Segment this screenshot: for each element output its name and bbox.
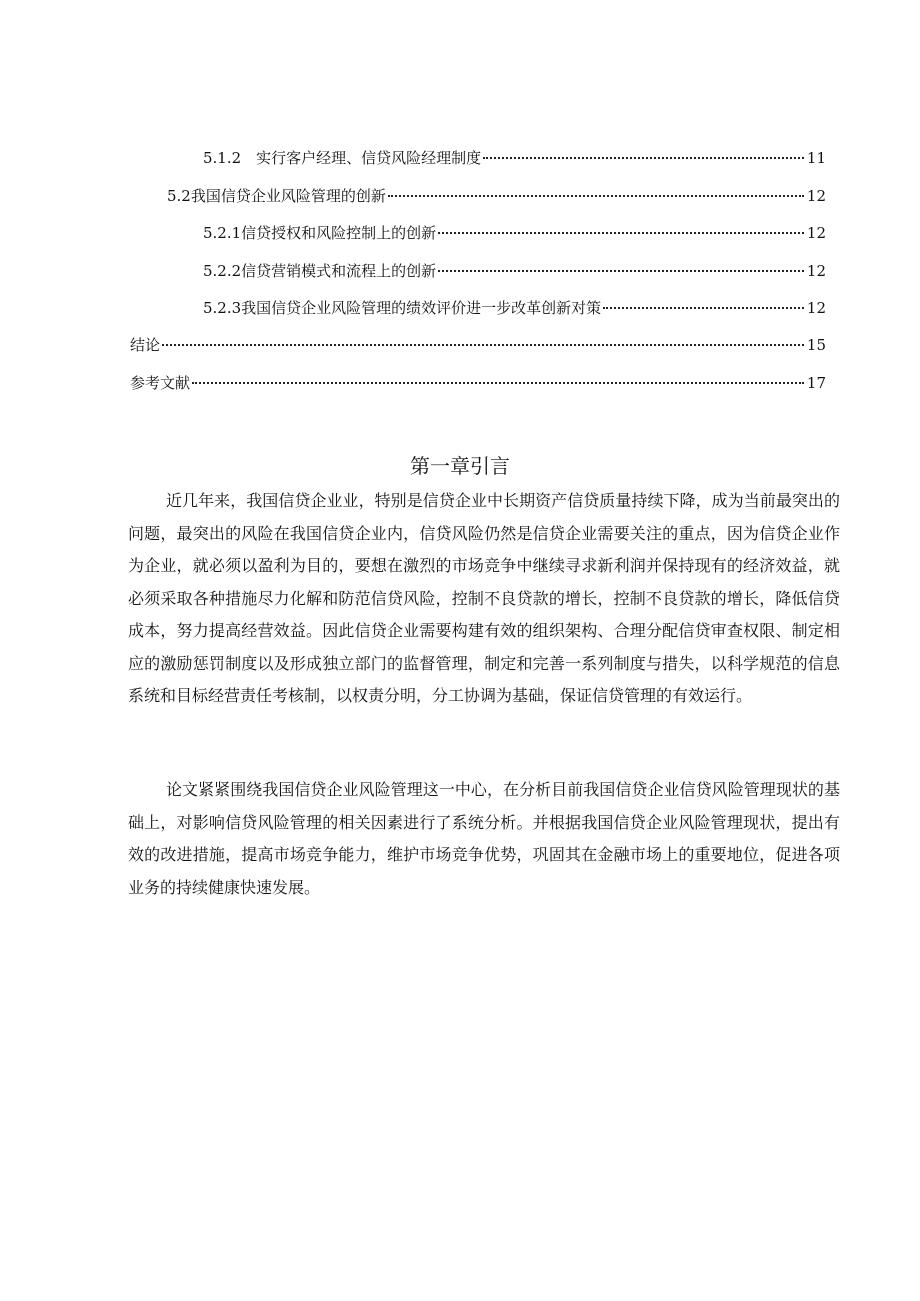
toc-entry[interactable] xyxy=(130,368,826,392)
toc-dot-leader xyxy=(192,368,804,388)
toc-entry-label: 5.2.2信贷营销模式和流程上的创新 xyxy=(203,262,437,280)
toc-entry-label: 5.1.2 实行客户经理、信贷风险经理制度 xyxy=(203,149,482,167)
toc-entry[interactable] xyxy=(203,293,826,317)
toc-page-number: 11 xyxy=(806,149,826,167)
toc-page-number: 12 xyxy=(806,187,826,205)
toc-page-number: 12 xyxy=(806,224,826,242)
toc-dot-leader xyxy=(603,293,804,313)
toc-entry[interactable] xyxy=(203,256,826,280)
body-paragraph: 论文紧紧围绕我国信贷企业风险管理这一中心，在分析目前我国信贷企业信贷风险管理现状的基础上，对影响信贷风险管理的相关因素进行了系统分析。并根据我国信贷企业风险管理现状，提出有效的改进措施，提高市场竞争能力，维护市场竞争优势，巩固其在金融市场上的重要地位，促进各项业务的持续健康快速发展。 xyxy=(128,780,840,897)
toc-dot-leader xyxy=(162,330,804,350)
chapter-title: 第一章引言 xyxy=(410,454,510,478)
toc-dot-leader xyxy=(438,218,804,238)
body-paragraph: 近几年来，我国信贷企业业，特别是信贷企业中长期资产信贷质量持续下降，成为当前最突出的问题，最突出的风险在我国信贷企业内，信贷风险仍然是信贷企业需要关注的重点，因为信贷企业作为企业，就必须以盈利为目的，要想在激烈的市场竞争中继续寻求新利润并保持现有的经济效益，就必须采取各种措施尽力化解和防范信贷风险，控制不良贷款的增长，控制不良贷款的增长，降低信贷成本，努力提高经营效益。因此信贷企业需要构建有效的组织架构、合理分配信贷审查权限、制定相应的激励惩罚制度以及形成独立部门的监督管理，制定和完善一系列制度与措失，以科学规范的信息系统和目标经营责任考核制，以权责分明，分工协调为基础，保证信贷管理的有效运行。 xyxy=(128,491,840,705)
toc-page-number: 12 xyxy=(806,262,826,280)
toc-entry-label: 参考文献 xyxy=(130,374,191,392)
toc-entry-label: 5.2.3我国信贷企业风险管理的绩效评价进一步改革创新对策 xyxy=(203,299,602,317)
toc-dot-leader xyxy=(483,143,804,163)
toc-page-number: 15 xyxy=(806,336,826,354)
toc-dot-leader xyxy=(388,181,804,201)
toc-entry-label: 5.2.1信贷授权和风险控制上的创新 xyxy=(203,224,437,242)
toc-dot-leader xyxy=(438,256,804,276)
toc-page-number: 17 xyxy=(806,374,826,392)
toc-entry[interactable] xyxy=(203,218,826,242)
toc-entry[interactable] xyxy=(130,330,826,354)
toc-page-number: 12 xyxy=(806,299,826,317)
toc-entry-label: 结论 xyxy=(130,336,161,354)
toc-entry[interactable] xyxy=(203,143,826,167)
toc-entry[interactable] xyxy=(167,181,826,205)
toc-entry-label: 5.2我国信贷企业风险管理的创新 xyxy=(167,187,386,205)
